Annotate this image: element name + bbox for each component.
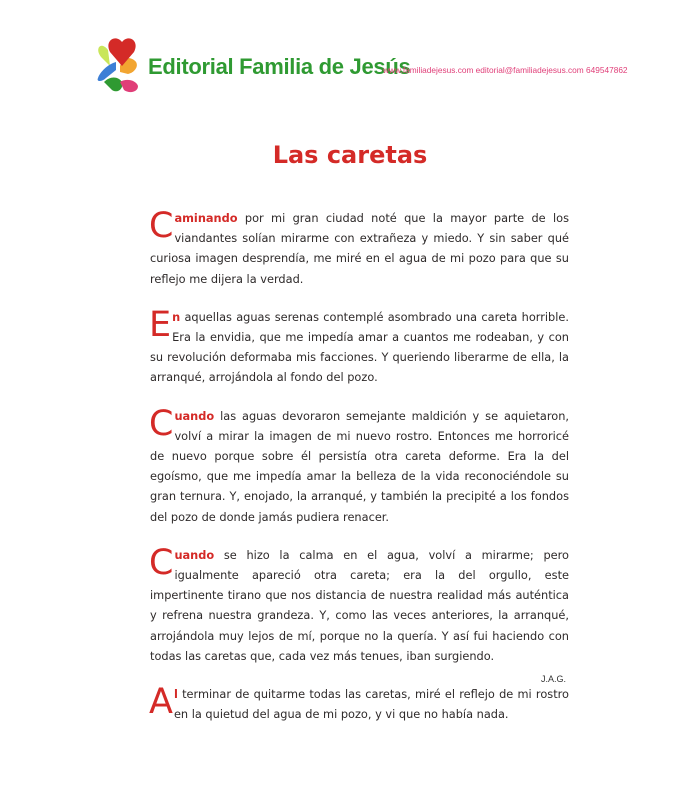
paragraph-2 (149, 304, 569, 388)
paragraph-5 (150, 684, 569, 724)
paragraph-3 (149, 403, 569, 527)
drop-cap: E (149, 304, 172, 345)
paragraph-text: se hizo la calma en el agua, volví a mirarme; pero igualmente apareció otra careta; era la del orgullo, este impertinente tirano que nos distancia de nuestra realidad más auténtica y refrena nuestra grandeza. Y, como las veces anteriores, la arranqué, arrojándola muy lejos de mí, porque no la quería. Y así fui haciendo con todas las caretas que, cada vez más tenues, iban surgiendo. (150, 547, 569, 663)
brand-name: Editorial Familia de Jesús (148, 54, 411, 79)
lead-word: l (173, 687, 178, 702)
signature: J.A.G. (540, 674, 566, 684)
paragraph-text: aquellas aguas serenas contemplé asombrado una careta horrible. Era la envidia, que me impedía amar a cuantos me rodeaban, y con su revolución deformaba mis facciones. Y queriendo liberarme de ella, la arranqué, arrojándola al fondo del pozo. (150, 309, 569, 385)
paragraph-text: terminar de quitarme todas las caretas, miré el reflejo de mi rostro en la quietud del agua de mi pozo, y vi que no había nada. (173, 687, 569, 722)
drop-cap: A (149, 682, 173, 723)
drop-cap: C (149, 206, 174, 246)
lead-word: uando (174, 547, 215, 562)
paragraph-text: las aguas devoraron semejante maldición y se aquietaron, volví a mirar la imagen de mi nuevo rostro. Entonces me horroricé de nuevo porque sobre él persistía otra careta deforme. Era la del egoísmo, que me impedía amar la belleza de la vida reconociéndole su gran ternura. Y, enojado, la arranqué, y también la precipité a los fondos del pozo de donde jamás pudiera renacer. (150, 408, 569, 524)
drop-cap: C (149, 542, 174, 583)
paragraph-1 (150, 208, 569, 289)
paragraph-text: por mi gran ciudad noté que la mayor parte de los viandantes solían mirarme con extrañeza y miedo. Y sin saber qué curiosa imagen desprendía, me miré en el agua de mi pozo para que su reflejo me dijera la verdad. (150, 211, 569, 286)
lead-word: aminando (174, 211, 238, 225)
lead-word: n (172, 309, 181, 324)
story-body (150, 208, 569, 742)
paragraph-4 (149, 542, 569, 666)
header (96, 36, 636, 98)
lead-word: uando (174, 408, 215, 423)
drop-cap: C (149, 403, 174, 444)
heart-hands-icon (96, 36, 148, 98)
contact-info: www.familiadejesus.com editorial@familiadejesus.com 649547862 (383, 65, 628, 75)
page-title: Las caretas (272, 141, 428, 169)
